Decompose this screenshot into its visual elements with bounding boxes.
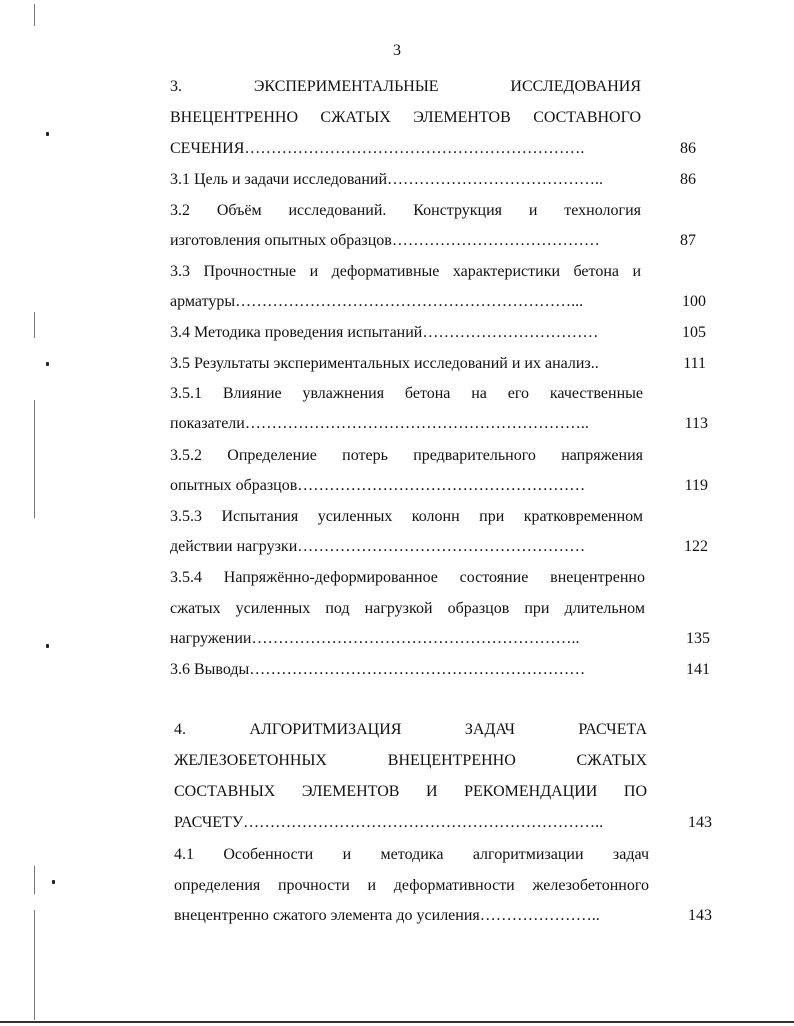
section4-title-page: 143 <box>688 814 712 831</box>
section4-title-line2: ЖЕЛЕЗОБЕТОННЫХ ВНЕЦЕНТРЕННО СЖАТЫХ <box>174 752 647 769</box>
toc-page-3-5-2: 119 <box>684 477 708 494</box>
toc-page-3-1: 86 <box>680 171 696 188</box>
section3-title-line3: СЕЧЕНИЯ………………………………………………………. <box>170 140 585 157</box>
toc-entry-4-1-line3: внецентренно сжатого элемента до усиления………………….. <box>174 907 600 924</box>
toc-entry-3-2-line2: изготовления опытных образцов………………………………… <box>170 232 600 249</box>
toc-page-3-5: 111 <box>683 355 706 372</box>
toc-entry-4-1-line2: определения прочности и деформативности железобетонного <box>174 877 649 894</box>
toc-page-3-5-4: 135 <box>686 630 710 647</box>
toc-entry-4-1-line1: 4.1 Особенности и методика алгоритмизации задач <box>174 846 649 863</box>
toc-page-4-1: 143 <box>688 907 712 924</box>
scan-speck <box>52 880 55 884</box>
page-number: 3 <box>393 42 401 59</box>
toc-entry-3-3-line2: арматуры………………………………………………………... <box>170 293 584 310</box>
section3-title-line2: ВНЕЦЕНТРЕННО СЖАТЫХ ЭЛЕМЕНТОВ СОСТАВНОГО <box>170 109 641 126</box>
toc-entry-3-4: 3.4 Методика проведения испытаний…………………………… <box>170 324 599 341</box>
toc-entry-3-5-1-line2: показатели……………………………………………………….. <box>170 415 589 432</box>
scan-bottom-edge <box>0 1021 794 1023</box>
scan-margin-line <box>34 312 35 338</box>
toc-entry-3-5-2-line2: опытных образцов……………………………………………… <box>170 477 586 494</box>
toc-entry-3-5-4-line1: 3.5.4 Напряжённо-деформированное состояние внецентренно <box>170 569 645 586</box>
scan-speck <box>46 362 49 366</box>
section3-title-line1: 3. ЭКСПЕРИМЕНТАЛЬНЫЕ ИССЛЕДОВАНИЯ <box>170 78 641 95</box>
toc-entry-3-5-4-line2: сжатых усиленных под нагрузкой образцов при длительном <box>170 600 645 617</box>
toc-page-3-2: 87 <box>680 232 696 249</box>
section4-title-line1: 4. АЛГОРИТМИЗАЦИЯ ЗАДАЧ РАСЧЕТА <box>174 721 647 738</box>
scan-margin-line <box>34 4 35 26</box>
toc-entry-3-5-1-line1: 3.5.1 Влияние увлажнения бетона на его качественные <box>170 385 643 402</box>
toc-entry-3-6: 3.6 Выводы……………………………………………………… <box>170 661 586 678</box>
toc-entry-3-5-2-line1: 3.5.2 Определение потерь предварительного напряжения <box>170 447 643 464</box>
toc-page-3-4: 105 <box>682 324 706 341</box>
scan-margin-line <box>34 400 35 518</box>
toc-entry-3-5-3-line2: действии нагрузки……………………………………………… <box>170 538 586 555</box>
toc-entry-3-3-line1: 3.3 Прочностные и деформативные характеристики бетона и <box>170 263 641 280</box>
scan-margin-line <box>34 866 35 894</box>
toc-page-3-5-3: 122 <box>684 538 708 555</box>
toc-entry-3-1: 3.1 Цель и задачи исследований………………………………….. <box>170 171 604 188</box>
toc-entry-3-5-3-line1: 3.5.3 Испытания усиленных колонн при кратковременном <box>170 508 643 525</box>
section4-title-line3: СОСТАВНЫХ ЭЛЕМЕНТОВ И РЕКОМЕНДАЦИИ ПО <box>174 783 647 800</box>
scan-speck <box>46 132 49 136</box>
section4-title-line4: РАСЧЕТУ………………………………………………………….. <box>174 814 604 831</box>
toc-entry-3-5: 3.5 Результаты экспериментальных исследований и их анализ.. <box>170 355 599 372</box>
toc-page-3-3: 100 <box>682 293 706 310</box>
section3-title-page: 86 <box>680 140 696 157</box>
toc-page-3-6: 141 <box>686 661 710 678</box>
scan-margin-line <box>34 910 35 1020</box>
toc-entry-3-2-line1: 3.2 Объём исследований. Конструкция и технология <box>170 202 641 219</box>
toc-page-3-5-1: 113 <box>684 415 708 432</box>
toc-entry-3-5-4-line3: нагружении…………………………………………………….. <box>170 630 580 647</box>
scan-speck <box>46 644 49 648</box>
